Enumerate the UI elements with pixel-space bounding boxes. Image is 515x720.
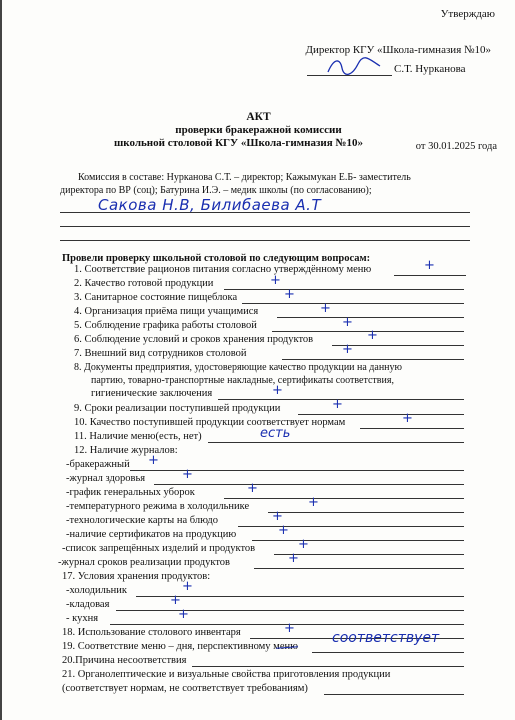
check-mark-journal-4: + <box>308 495 319 510</box>
commission-line-1: Комиссия в составе: Нурканова С.Т. – директор; Кажымукан Е.Б- заместитель <box>78 172 411 183</box>
check-mark-storage-1: + <box>182 579 193 594</box>
inspection-intro: Провели проверку школьной столовой по следующим вопросам: <box>62 253 371 264</box>
item-row: 18. Использование столового инвентаря <box>2 627 515 641</box>
director-signature <box>324 54 384 78</box>
act-title: АКТ <box>246 111 271 123</box>
item-row: -технологические карты на блюдо <box>2 515 515 529</box>
item-row: 12. Наличие журналов: <box>74 445 178 456</box>
item-row: партию, товарно-транспортные накладные, сертификаты соответствия, <box>91 375 394 386</box>
approval-title: Утверждаю <box>440 8 495 20</box>
act-date: от 30.01.2025 года <box>415 141 497 152</box>
check-mark-item-10: + <box>402 411 413 426</box>
check-mark-item-2: + <box>270 273 281 288</box>
check-mark-item-18: + <box>284 621 295 636</box>
act-subtitle: проверки бракеражной комиссии <box>175 124 342 136</box>
item-row: (соответствует нормам, не соответствует требованиям) <box>2 683 515 697</box>
check-mark-item-1: + <box>424 258 435 273</box>
item-row: 19. Соответствие меню – дня, перспективному меню <box>2 641 515 655</box>
item-row: 10. Качество поступившей продукции соответствует нормам <box>2 417 515 431</box>
check-mark-storage-3: + <box>178 607 189 622</box>
act-school-line: школьной столовой КГУ «Школа-гимназия №10» <box>113 137 364 149</box>
check-mark-item-9: + <box>332 397 343 412</box>
approval-director-line: Директор КГУ «Школа-гимназия №10» <box>305 44 491 56</box>
item-row: 11. Наличие меню(есть, нет) <box>2 431 515 445</box>
check-mark-journal-3: + <box>247 481 258 496</box>
commission-handwritten-names: Сакова Н.В, Билибаева А.Т <box>98 196 322 214</box>
item-row: 17. Условия хранения продуктов: <box>62 571 211 582</box>
check-mark-storage-2: + <box>170 593 181 608</box>
item-row: 7. Внешний вид сотрудников столовой <box>2 348 515 362</box>
item-row: -список запрещённых изделий и продуктов <box>2 543 515 557</box>
item-row: 20.Причина несоответствия <box>2 655 515 669</box>
item-row: 21. Органолептические и визуальные свойства приготовления продукции <box>62 669 391 680</box>
commission-blank-line-1 <box>60 212 470 213</box>
item-row: 5. Соблюдение графика работы столовой <box>2 320 515 334</box>
menu-exists-handwritten: есть <box>260 426 291 441</box>
item-row: 1. Соответствие рационов питания согласно утверждённому меню <box>2 264 515 278</box>
item-row: -кладовая <box>2 599 515 613</box>
item-row: -журнал сроков реализации продуктов <box>2 557 515 571</box>
check-mark-item-3: + <box>284 287 295 302</box>
check-mark-journal-8: + <box>288 551 299 566</box>
item-row: -температурного режима в холодильнике <box>2 501 515 515</box>
approval-signature-name: С.Т. Нурканова <box>394 63 466 75</box>
item-row: -наличие сертификатов на продукцию <box>2 529 515 543</box>
item-row: - кухня <box>2 613 515 627</box>
item-row: -журнал здоровья <box>2 473 515 487</box>
check-mark-journal-5: + <box>272 509 283 524</box>
check-mark-item-8: + <box>272 383 283 398</box>
commission-blank-line-2 <box>60 226 470 227</box>
item-row: 8. Документы предприятия, удостоверяющие качество продукции на данную <box>74 362 403 373</box>
item-row: 9. Сроки реализации поступившей продукции <box>2 403 515 417</box>
check-mark-journal-6: + <box>278 523 289 538</box>
item-row: гигиенические заключения <box>2 388 515 402</box>
menu-match-handwritten: соответствует <box>332 630 440 646</box>
check-mark-journal-2: + <box>182 467 193 482</box>
item-row: 4. Организация приёма пищи учащимися <box>2 306 515 320</box>
item-row: -график генеральных уборок <box>2 487 515 501</box>
check-mark-item-4: + <box>320 301 331 316</box>
commission-line-2: директора по ВР (соц); Батурина И.Э. – медик школы (по согласованию); <box>60 185 372 196</box>
item-row: -бракеражный <box>2 459 515 473</box>
item-row: 6. Соблюдение условий и сроков хранения продуктов <box>2 334 515 348</box>
item-row: 2. Качество готовой продукции <box>2 278 515 292</box>
check-mark-journal-1: + <box>148 453 159 468</box>
check-mark-journal-7: + <box>298 537 309 552</box>
check-mark-item-6: + <box>367 328 378 343</box>
item-row: -холодильник <box>2 585 515 599</box>
commission-blank-line-3 <box>60 240 470 241</box>
check-mark-item-7: + <box>342 342 353 357</box>
item-row: 3. Санитарное состояние пищеблока <box>2 292 515 306</box>
check-mark-item-5: + <box>342 315 353 330</box>
